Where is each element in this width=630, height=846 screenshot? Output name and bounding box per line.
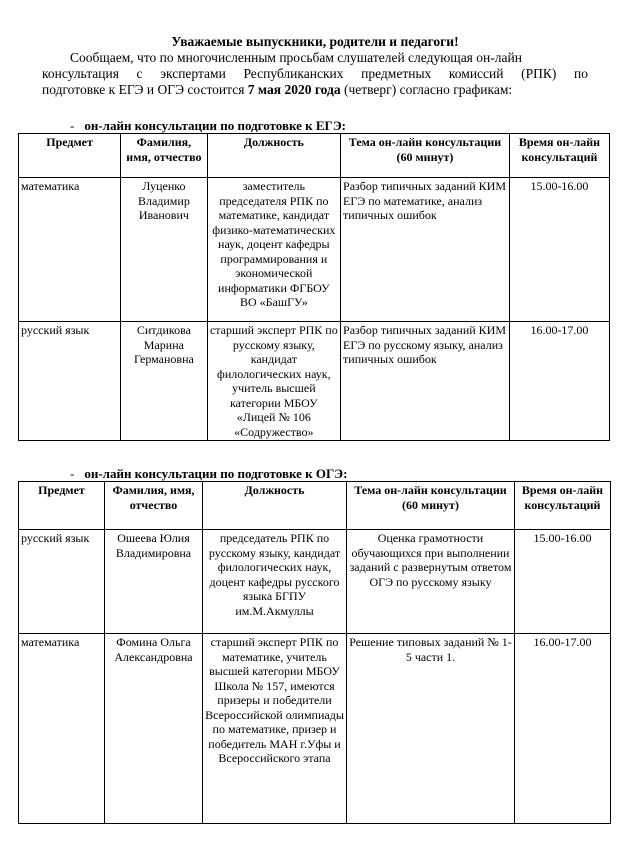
table-header-row — [19, 482, 611, 530]
cell-position: старший эксперт РПК по русскому языку, кандидат филологических наук, учитель высшей категории МБОУ «Лицей № 106 «Содружество» — [207, 322, 340, 441]
header-name: Фамилия, имя, отчество — [105, 482, 203, 530]
intro-line-3-tail: (четверг) согласно графикам: — [340, 82, 513, 97]
intro-line-2: консультация с экспертами Республиканских предметных комиссий (РПК) по — [42, 66, 588, 81]
cell-name: Луценко Владимир Иванович — [121, 178, 208, 322]
cell-subject: математика — [19, 634, 105, 824]
intro-line-1: Сообщаем, что по многочисленным просьбам слушателей следующая он-лайн — [70, 50, 522, 65]
cell-subject: математика — [19, 178, 121, 322]
header-topic: Тема он-лайн консультации (60 минут) — [347, 482, 515, 530]
header-position: Должность — [203, 482, 347, 530]
header-subject: Предмет — [19, 134, 121, 178]
table-row — [19, 322, 610, 441]
cell-subject: русский язык — [19, 530, 105, 634]
cell-subject: русский язык — [19, 322, 121, 441]
section-title-text: он-лайн консультации по подготовке к ОГЭ: — [84, 466, 348, 481]
cell-time: 15.00-16.00 — [515, 530, 611, 634]
cell-time: 16.00-17.00 — [509, 322, 609, 441]
header-name: Фамилия, имя, отчество — [121, 134, 208, 178]
section-title-ege — [70, 118, 346, 133]
table-row — [19, 178, 610, 322]
table-header-row — [19, 134, 610, 178]
cell-topic: Решение типовых заданий № 1-5 части 1. — [347, 634, 515, 824]
list-dash: - — [70, 118, 75, 133]
schedule-table-oge — [18, 481, 611, 824]
section-title-text: он-лайн консультации по подготовке к ЕГЭ: — [84, 118, 346, 133]
cell-topic: Оценка грамотности обучающихся при выполнении заданий с развернутым ответом ОГЭ по русскому языку — [347, 530, 515, 634]
cell-position: старший эксперт РПК по математике, учитель высшей категории МБОУ Школа № 157, имеются призеры и победители Всероссийской олимпиады по математике, призер и победитель МАН г.Уфы и Всероссийского этапа — [203, 634, 347, 824]
table-row — [19, 634, 611, 824]
cell-time: 16.00-17.00 — [515, 634, 611, 824]
table-row — [19, 530, 611, 634]
intro-line-3 — [42, 82, 588, 98]
list-dash: - — [70, 466, 75, 481]
cell-position: председатель РПК по русскому языку, кандидат филологических наук, доцент кафедры русского языка БГПУ им.М.Акмуллы — [203, 530, 347, 634]
document-heading: Уважаемые выпускники, родители и педагоги! — [171, 34, 459, 49]
intro-paragraph — [42, 50, 588, 98]
cell-position: заместитель председателя РПК по математике, кандидат физико-математических наук, доцент кафедры программирования и экономической информатики ФГБОУ ВО «БашГУ» — [207, 178, 340, 322]
cell-time: 15.00-16.00 — [509, 178, 609, 322]
header-position: Должность — [207, 134, 340, 178]
cell-name: Ситдикова Марина Германовна — [121, 322, 208, 441]
header-subject: Предмет — [19, 482, 105, 530]
schedule-table-ege — [18, 133, 610, 441]
cell-name: Ошеева Юлия Владимировна — [105, 530, 203, 634]
cell-topic: Разбор типичных заданий КИМ ЕГЭ по математике, анализ типичных ошибок — [341, 178, 510, 322]
section-title-oge — [70, 466, 347, 481]
cell-name: Фомина Ольга Александровна — [105, 634, 203, 824]
intro-line-3-text: подготовке к ЕГЭ и ОГЭ состоится — [42, 82, 248, 97]
cell-topic: Разбор типичных заданий КИМ ЕГЭ по русскому языку, анализ типичных ошибок — [341, 322, 510, 441]
header-time: Время он-лайн консультаций — [515, 482, 611, 530]
header-topic: Тема он-лайн консультации (60 минут) — [341, 134, 510, 178]
header-time: Время он-лайн консультаций — [509, 134, 609, 178]
consultation-date: 7 мая 2020 года — [247, 82, 341, 97]
